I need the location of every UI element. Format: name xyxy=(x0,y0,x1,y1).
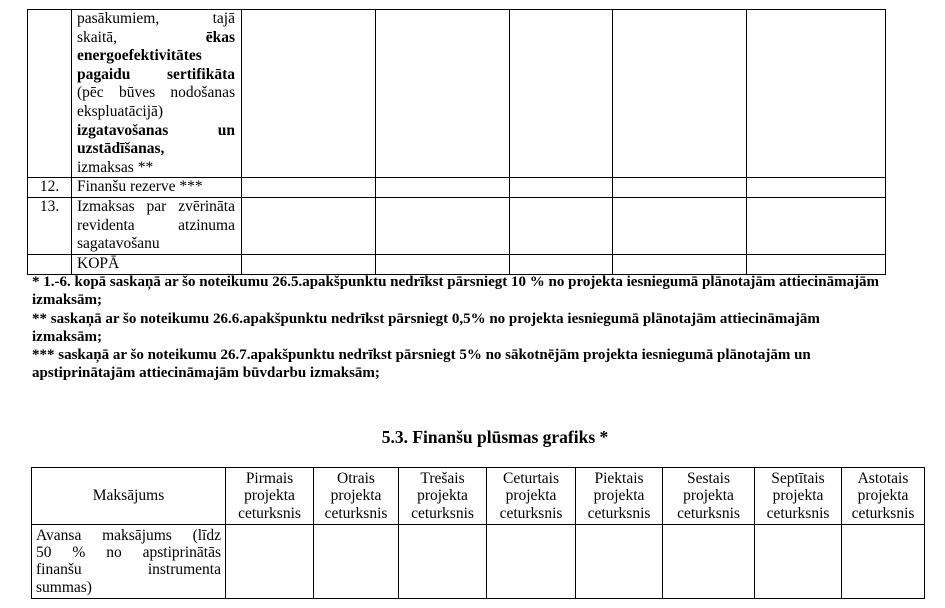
description-cell: Izmaksas par zvērināta revidenta atzinuma sagatavošanu xyxy=(72,197,242,254)
description-line: energoefektivitātes xyxy=(77,47,202,65)
description-line: pagaidu sertifikāta xyxy=(77,65,235,83)
description-line: uzstādīšanas, xyxy=(77,140,165,158)
description-line: izgatavošanas un xyxy=(77,121,235,139)
footnote: *** saskaņā ar šo noteikumu 26.7.apakšpunktu nedrīkst pārsniegt 5% no sākotnējām projekta iesniegumā plānotajām un apstiprinātajām attiecināmajām būvdarbu izmaksām; xyxy=(32,347,811,382)
description-line: skaitā, ēkas xyxy=(77,28,235,46)
table-row xyxy=(28,254,886,274)
footnote: ** saskaņā ar šo noteikumu 26.6.apakšpunktu nedrīkst pārsniegt 0,5% no projekta iesniegumā plānotajām attiecināmajām izmaksām; xyxy=(32,310,820,345)
total-label: KOPĀ xyxy=(72,254,242,274)
column-header-quarter: Sestais projekta ceturksnis xyxy=(663,468,755,525)
payment-row-label: Avansa maksājums (līdz 50 % no apstiprinātās finanšu instrumenta summas) xyxy=(32,525,226,599)
section-heading: 5.3. Finanšu plūsmas grafiks * xyxy=(381,427,609,447)
column-header-quarter: Astotais projekta ceturksnis xyxy=(842,468,925,525)
header-row xyxy=(32,468,925,525)
column-header-quarter: Septītais projekta ceturksnis xyxy=(755,468,842,525)
description-line: ekspluatācijā) xyxy=(77,102,164,120)
cost-table xyxy=(27,9,886,275)
row-number-cell xyxy=(28,254,72,274)
table-row xyxy=(28,197,886,254)
footnote: * 1.-6. kopā saskaņā ar šo noteikumu 26.5.apakšpunktu nedrīkst pārsniegt 10 % no projekta iesniegumā plānotajām attiecināmajām izmaksām; xyxy=(32,274,880,309)
description-line: pasākumiem, tajā xyxy=(77,10,235,27)
column-header-quarter: Otrais projekta ceturksnis xyxy=(314,468,399,525)
description-line: (pēc būves nodošanas xyxy=(77,84,235,102)
table-row xyxy=(32,525,925,599)
continued-description xyxy=(77,10,235,177)
description-cell xyxy=(72,10,242,178)
cash-flow-table xyxy=(31,467,925,599)
column-header-quarter: Pirmais projekta ceturksnis xyxy=(226,468,314,525)
description-cell: Finanšu rezerve *** xyxy=(72,178,242,198)
row-number-cell: 13. xyxy=(28,197,72,254)
column-header-quarter: Trešais projekta ceturksnis xyxy=(399,468,487,525)
column-header-payment: Maksājums xyxy=(32,468,226,525)
row-number-cell: 12. xyxy=(28,178,72,198)
column-header-quarter: Piektais projekta ceturksnis xyxy=(576,468,663,525)
column-header-quarter: Ceturtais projekta ceturksnis xyxy=(487,468,576,525)
table-row xyxy=(28,178,886,198)
table-row xyxy=(28,10,886,178)
footnotes xyxy=(32,273,892,383)
description-line: izmaksas ** xyxy=(77,158,154,176)
row-number-cell xyxy=(28,10,72,178)
